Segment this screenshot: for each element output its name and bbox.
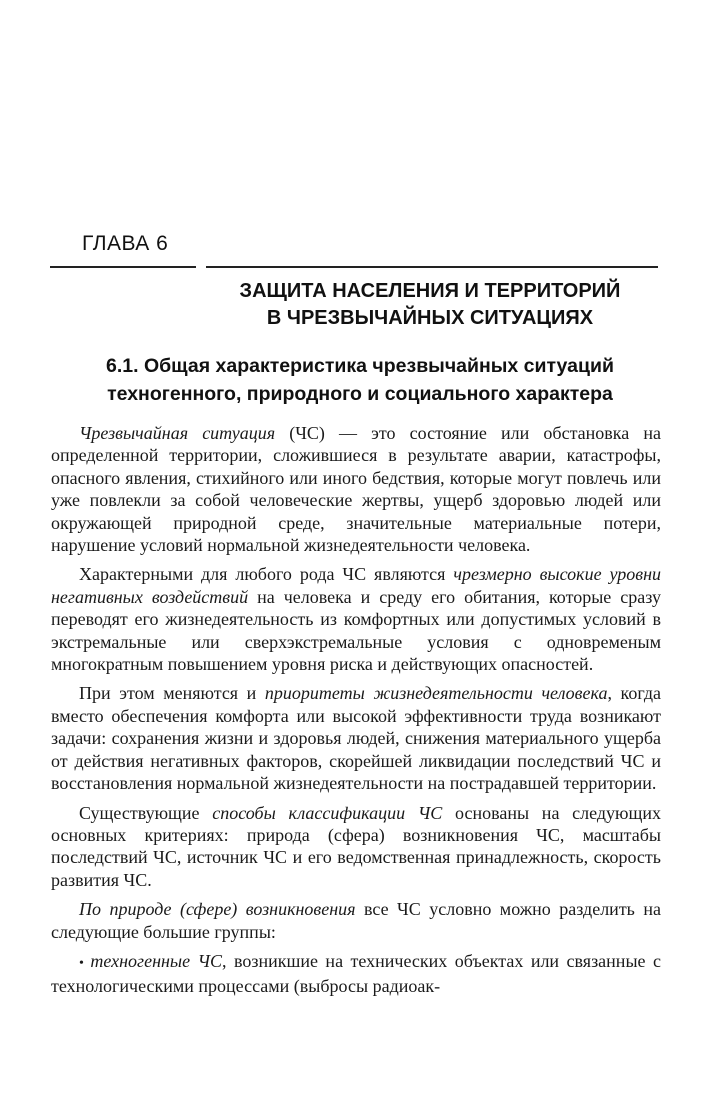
chapter-title-line-1: ЗАЩИТА НАСЕЛЕНИЯ И ТЕРРИТОРИЙ	[239, 280, 621, 302]
paragraph-segment: , возникшие на технических объектах или связанные с технологическими процессами (выбросы радиоак-	[51, 950, 661, 997]
paragraph-segment: способы классификации ЧС	[212, 802, 443, 823]
paragraph-segment: Характерными для любого рода ЧС являются	[79, 564, 454, 585]
section-title	[50, 352, 670, 408]
bullet-marker: •	[79, 955, 91, 971]
chapter-title-line-2: В ЧРЕЗВЫЧАЙНЫХ СИТУАЦИЯХ	[266, 307, 594, 329]
paragraph-segment: на человека и среду его обитания, которые сразу переводят его жизнедеятельность из комфортных или допустимых условий в экстремальные или сверхэкстремальные условия с одновременым многократным повышением уровня риска и действующих опасностей.	[51, 586, 661, 675]
paragraph-segment: Чрезвычайная ситуация	[79, 423, 276, 443]
paragraph-segment: , когда вместо обеспечения комфорта или высокой эффективности труда возникают задачи: сохранения жизни и здоровья людей, снижения материального ущерба от действия негативных факторов, скорейшей ликвидации последствий ЧС и восстановления нормальной жизнедеятельности на пострадавшей территории.	[51, 683, 662, 794]
paragraph-segment: Существующие	[79, 802, 213, 823]
paragraph	[51, 802, 661, 892]
paragraph	[51, 682, 661, 794]
paragraph-segment: техногенные ЧС	[90, 950, 222, 971]
paragraph-segment: все ЧС условно можно разделить на следующие большие группы:	[51, 899, 661, 942]
paragraph-segment: приоритеты жизнедеятельности человека	[264, 683, 608, 704]
paragraph-segment: чрезмерно высокие уровни негативных воздействий	[51, 564, 661, 607]
chapter-rule-right	[206, 266, 658, 268]
section-title-line-2: техногенного, природного и социального характера	[107, 383, 613, 405]
paragraph	[51, 422, 661, 556]
section-title-line-1: 6.1. Общая характеристика чрезвычайных ситуаций	[106, 355, 614, 377]
paragraph-segment: (ЧС) — это состояние или обстановка на определенной территории, сложившиеся в результате аварии, катастрофы, опасного явления, стихийного или иного бедствия, которые могут повлечь или уже повлекли за собой человеческие жертвы, ущерб здоровью людей или окружающей природной среде, значительные материальные потери, нарушение условий нормальной жизнедеятельности человека.	[51, 423, 661, 556]
chapter-label: ГЛАВА 6	[82, 232, 169, 255]
chapter-rule-left	[50, 266, 196, 268]
paragraph	[51, 563, 661, 675]
bullet-paragraph	[51, 950, 661, 998]
paragraph-segment: По природе (сфере) возникновения	[79, 899, 356, 920]
chapter-title	[150, 278, 702, 332]
paragraph-segment: При этом меняются и	[79, 683, 265, 704]
paragraph	[51, 898, 661, 943]
paragraph-segment: основаны на следующих основных критериях: природа (сфера) возникновения ЧС, масштабы последствий ЧС, источник ЧС и его ведомственная принадлежность, скорость развития ЧС.	[51, 802, 661, 890]
body-text	[51, 422, 661, 1005]
